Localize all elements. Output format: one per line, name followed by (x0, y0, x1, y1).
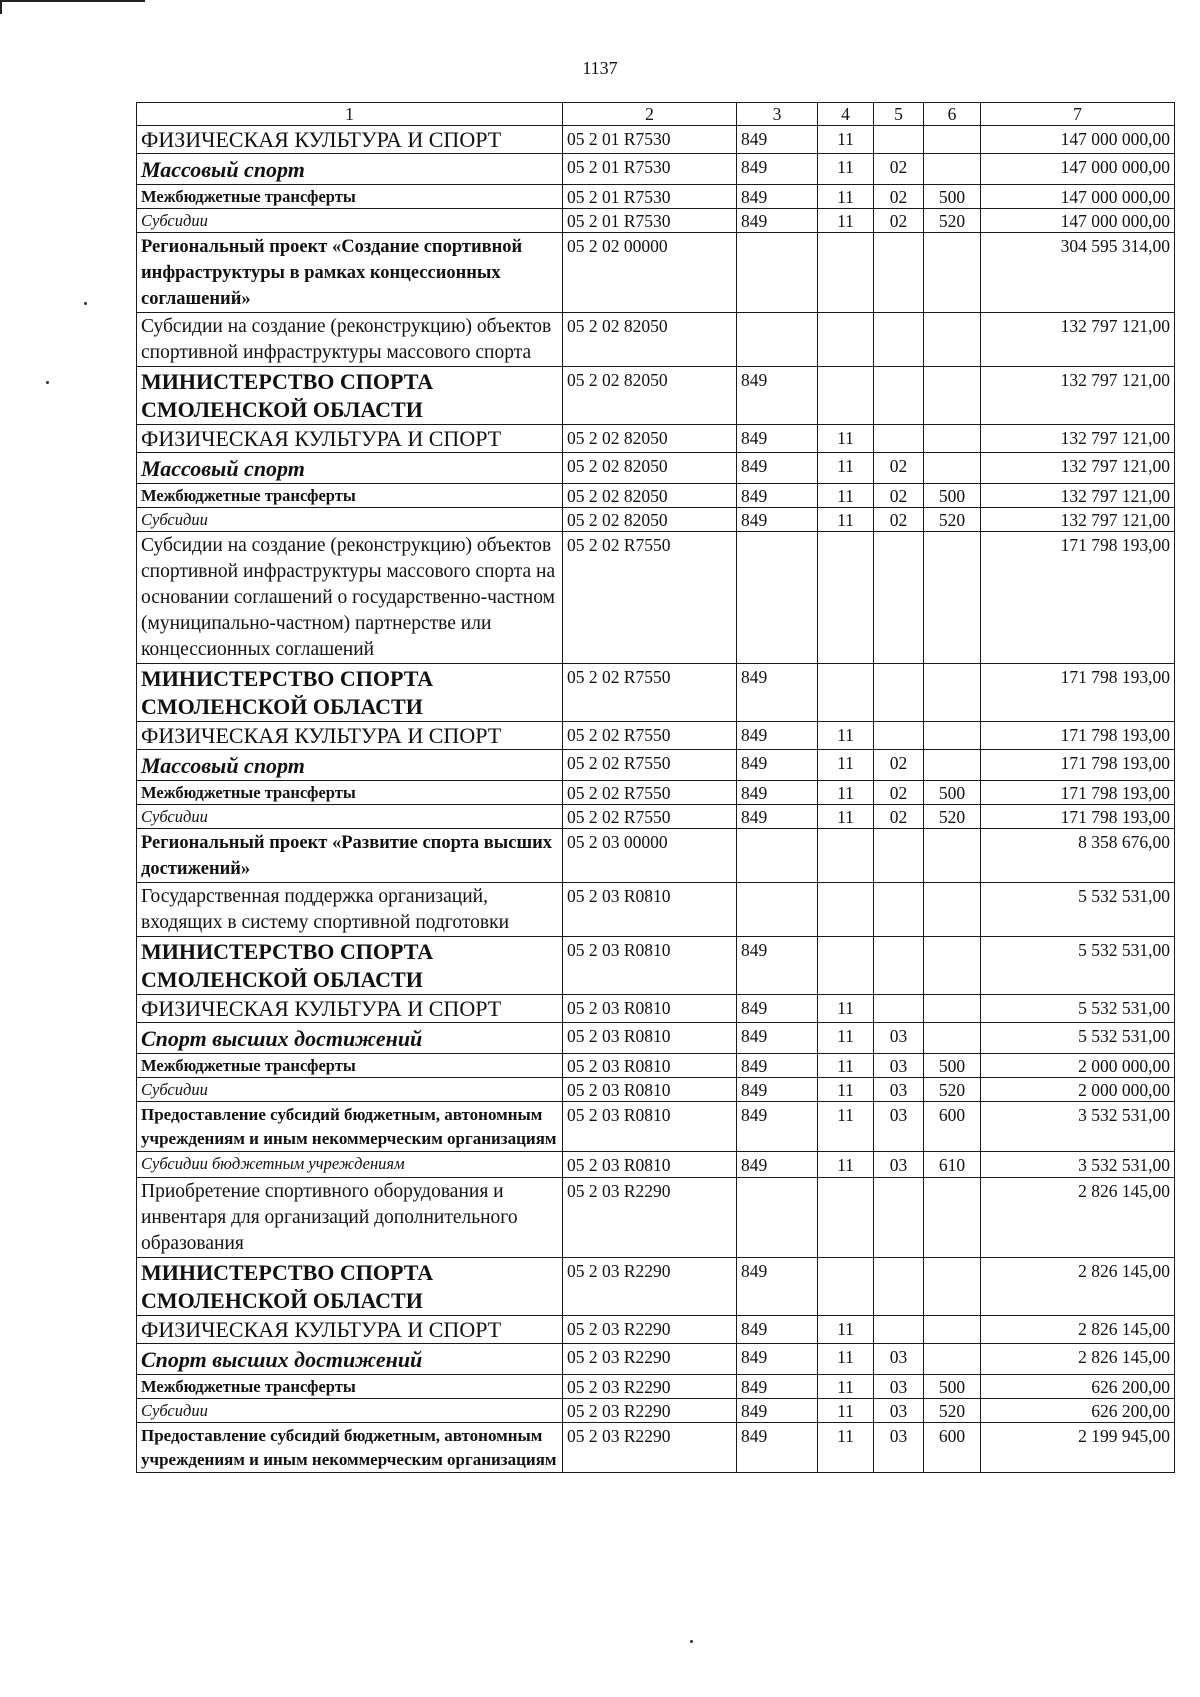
subsection-code (874, 1258, 924, 1316)
subsection-code: 02 (874, 781, 924, 805)
table-row (137, 185, 1175, 209)
expense-type-code (924, 1258, 981, 1316)
item-name: Субсидии (137, 1078, 563, 1102)
table-row (137, 425, 1175, 453)
amount: 2 199 945,00 (981, 1423, 1175, 1473)
section-code: 11 (818, 1054, 874, 1078)
administrator-code: 849 (737, 995, 818, 1023)
expense-type-code (924, 367, 981, 425)
section-code (818, 937, 874, 995)
item-name: ФИЗИЧЕСКАЯ КУЛЬТУРА И СПОРТ (137, 722, 563, 750)
item-name: Массовый спорт (137, 750, 563, 781)
subsection-code (874, 367, 924, 425)
section-code: 11 (818, 154, 874, 185)
subsection-code: 03 (874, 1344, 924, 1375)
section-code: 11 (818, 1344, 874, 1375)
subsection-code: 03 (874, 1102, 924, 1152)
section-code: 11 (818, 1102, 874, 1152)
item-name: Субсидии (137, 1399, 563, 1423)
target-article-code: 05 2 02 R7550 (563, 781, 737, 805)
target-article-code: 05 2 02 R7550 (563, 664, 737, 722)
administrator-code: 849 (737, 1258, 818, 1316)
administrator-code (737, 233, 818, 313)
section-code: 11 (818, 484, 874, 508)
expense-type-code: 600 (924, 1102, 981, 1152)
item-name: Спорт высших достижений (137, 1023, 563, 1054)
administrator-code: 849 (737, 781, 818, 805)
amount: 132 797 121,00 (981, 453, 1175, 484)
expense-type-code: 500 (924, 185, 981, 209)
scan-speck (690, 1640, 693, 1643)
target-article-code: 05 2 02 R7550 (563, 532, 737, 664)
amount: 5 532 531,00 (981, 883, 1175, 937)
expense-type-code: 520 (924, 1399, 981, 1423)
subsection-code: 03 (874, 1152, 924, 1178)
item-name: Предоставление субсидий бюджетным, автономным учреждениям и иным некоммерческим организациям (137, 1102, 563, 1152)
item-name: Массовый спорт (137, 453, 563, 484)
administrator-code: 849 (737, 1102, 818, 1152)
subsection-code: 02 (874, 508, 924, 532)
administrator-code: 849 (737, 1316, 818, 1344)
table-row (137, 1178, 1175, 1258)
amount: 5 532 531,00 (981, 1023, 1175, 1054)
amount: 147 000 000,00 (981, 154, 1175, 185)
administrator-code: 849 (737, 126, 818, 154)
administrator-code: 849 (737, 1344, 818, 1375)
subsection-code: 03 (874, 1375, 924, 1399)
column-header: 6 (924, 103, 981, 126)
section-code (818, 233, 874, 313)
subsection-code (874, 126, 924, 154)
subsection-code: 03 (874, 1399, 924, 1423)
administrator-code: 849 (737, 937, 818, 995)
column-header: 7 (981, 103, 1175, 126)
section-code: 11 (818, 995, 874, 1023)
administrator-code: 849 (737, 425, 818, 453)
subsection-code (874, 1178, 924, 1258)
table-row (137, 1054, 1175, 1078)
table-row (137, 126, 1175, 154)
section-code: 11 (818, 185, 874, 209)
item-name: Межбюджетные трансферты (137, 1375, 563, 1399)
expense-type-code (924, 1178, 981, 1258)
item-name: Спорт высших достижений (137, 1344, 563, 1375)
amount: 132 797 121,00 (981, 313, 1175, 367)
expense-type-code: 610 (924, 1152, 981, 1178)
amount: 304 595 314,00 (981, 233, 1175, 313)
section-code: 11 (818, 1023, 874, 1054)
item-name: ФИЗИЧЕСКАЯ КУЛЬТУРА И СПОРТ (137, 1316, 563, 1344)
section-code (818, 367, 874, 425)
column-header: 5 (874, 103, 924, 126)
table-row (137, 532, 1175, 664)
amount: 626 200,00 (981, 1375, 1175, 1399)
amount: 132 797 121,00 (981, 425, 1175, 453)
administrator-code (737, 1178, 818, 1258)
target-article-code: 05 2 02 82050 (563, 313, 737, 367)
section-code: 11 (818, 1375, 874, 1399)
section-code: 11 (818, 425, 874, 453)
item-name: Приобретение спортивного оборудования и инвентаря для организаций дополнительного образования (137, 1178, 563, 1258)
amount: 171 798 193,00 (981, 781, 1175, 805)
target-article-code: 05 2 03 R0810 (563, 883, 737, 937)
expense-type-code (924, 425, 981, 453)
expense-type-code (924, 154, 981, 185)
table-row (137, 829, 1175, 883)
administrator-code: 849 (737, 484, 818, 508)
administrator-code: 849 (737, 664, 818, 722)
amount: 147 000 000,00 (981, 185, 1175, 209)
item-name: Межбюджетные трансферты (137, 1054, 563, 1078)
target-article-code: 05 2 03 R2290 (563, 1375, 737, 1399)
target-article-code: 05 2 01 R7530 (563, 126, 737, 154)
amount: 2 826 145,00 (981, 1316, 1175, 1344)
target-article-code: 05 2 03 R2290 (563, 1316, 737, 1344)
target-article-code: 05 2 03 00000 (563, 829, 737, 883)
item-name: Предоставление субсидий бюджетным, автономным учреждениям и иным некоммерческим организациям (137, 1423, 563, 1473)
administrator-code: 849 (737, 154, 818, 185)
table-row (137, 233, 1175, 313)
item-name: Субсидии на создание (реконструкцию) объектов спортивной инфраструктуры массового спорта на основании соглашений о государственно-частном (муниципально-частном) партнерстве или концессионных соглашений (137, 532, 563, 664)
item-name: МИНИСТЕРСТВО СПОРТА СМОЛЕНСКОЙ ОБЛАСТИ (137, 664, 563, 722)
amount: 132 797 121,00 (981, 484, 1175, 508)
subsection-code (874, 425, 924, 453)
expense-type-code (924, 883, 981, 937)
target-article-code: 05 2 03 R2290 (563, 1399, 737, 1423)
target-article-code: 05 2 02 R7550 (563, 750, 737, 781)
table-row (137, 805, 1175, 829)
section-code (818, 1258, 874, 1316)
subsection-code: 02 (874, 484, 924, 508)
table-row (137, 1316, 1175, 1344)
expense-type-code (924, 750, 981, 781)
item-name: Межбюджетные трансферты (137, 781, 563, 805)
item-name: Государственная поддержка организаций, входящих в систему спортивной подготовки (137, 883, 563, 937)
table-row (137, 508, 1175, 532)
subsection-code (874, 937, 924, 995)
subsection-code: 02 (874, 209, 924, 233)
amount: 2 826 145,00 (981, 1178, 1175, 1258)
target-article-code: 05 2 03 R2290 (563, 1258, 737, 1316)
administrator-code: 849 (737, 1399, 818, 1423)
expense-type-code (924, 126, 981, 154)
table-row (137, 750, 1175, 781)
item-name: Субсидии на создание (реконструкцию) объектов спортивной инфраструктуры массового спорта (137, 313, 563, 367)
table-row (137, 313, 1175, 367)
item-name: Субсидии (137, 508, 563, 532)
item-name: Субсидии (137, 209, 563, 233)
administrator-code: 849 (737, 805, 818, 829)
administrator-code: 849 (737, 1054, 818, 1078)
expense-type-code (924, 453, 981, 484)
expense-type-code (924, 233, 981, 313)
target-article-code: 05 2 03 R0810 (563, 1102, 737, 1152)
subsection-code: 03 (874, 1054, 924, 1078)
amount: 2 000 000,00 (981, 1054, 1175, 1078)
section-code (818, 664, 874, 722)
section-code (818, 313, 874, 367)
table-row (137, 1258, 1175, 1316)
table-row (137, 367, 1175, 425)
expense-type-code (924, 532, 981, 664)
table-body (137, 126, 1175, 1473)
table-row (137, 1375, 1175, 1399)
subsection-code (874, 532, 924, 664)
budget-table (136, 102, 1175, 1473)
administrator-code: 849 (737, 722, 818, 750)
table-row (137, 1399, 1175, 1423)
item-name: Межбюджетные трансферты (137, 484, 563, 508)
table-row (137, 937, 1175, 995)
administrator-code (737, 313, 818, 367)
section-code: 11 (818, 1078, 874, 1102)
target-article-code: 05 2 03 R0810 (563, 1023, 737, 1054)
subsection-code: 02 (874, 750, 924, 781)
subsection-code (874, 664, 924, 722)
amount: 171 798 193,00 (981, 664, 1175, 722)
administrator-code: 849 (737, 367, 818, 425)
administrator-code: 849 (737, 453, 818, 484)
administrator-code: 849 (737, 1375, 818, 1399)
table-row (137, 1423, 1175, 1473)
item-name: МИНИСТЕРСТВО СПОРТА СМОЛЕНСКОЙ ОБЛАСТИ (137, 937, 563, 995)
item-name: Региональный проект «Развитие спорта высших достижений» (137, 829, 563, 883)
expense-type-code: 500 (924, 1375, 981, 1399)
table-row (137, 1152, 1175, 1178)
target-article-code: 05 2 03 R2290 (563, 1178, 737, 1258)
amount: 2 000 000,00 (981, 1078, 1175, 1102)
amount: 132 797 121,00 (981, 508, 1175, 532)
target-article-code: 05 2 01 R7530 (563, 185, 737, 209)
expense-type-code (924, 722, 981, 750)
subsection-code (874, 995, 924, 1023)
section-code (818, 532, 874, 664)
column-header: 4 (818, 103, 874, 126)
target-article-code: 05 2 03 R2290 (563, 1344, 737, 1375)
subsection-code: 03 (874, 1078, 924, 1102)
subsection-code: 03 (874, 1023, 924, 1054)
target-article-code: 05 2 03 R0810 (563, 995, 737, 1023)
item-name: Массовый спорт (137, 154, 563, 185)
subsection-code (874, 233, 924, 313)
section-code (818, 829, 874, 883)
expense-type-code: 520 (924, 1078, 981, 1102)
table-row (137, 154, 1175, 185)
expense-type-code: 500 (924, 1054, 981, 1078)
section-code: 11 (818, 781, 874, 805)
target-article-code: 05 2 02 82050 (563, 508, 737, 532)
amount: 626 200,00 (981, 1399, 1175, 1423)
item-name: МИНИСТЕРСТВО СПОРТА СМОЛЕНСКОЙ ОБЛАСТИ (137, 367, 563, 425)
expense-type-code: 520 (924, 209, 981, 233)
expense-type-code (924, 937, 981, 995)
subsection-code (874, 829, 924, 883)
target-article-code: 05 2 03 R0810 (563, 1054, 737, 1078)
amount: 2 826 145,00 (981, 1258, 1175, 1316)
expense-type-code: 500 (924, 484, 981, 508)
subsection-code (874, 313, 924, 367)
item-name: ФИЗИЧЕСКАЯ КУЛЬТУРА И СПОРТ (137, 995, 563, 1023)
subsection-code: 02 (874, 805, 924, 829)
target-article-code: 05 2 03 R0810 (563, 937, 737, 995)
administrator-code: 849 (737, 508, 818, 532)
amount: 5 532 531,00 (981, 995, 1175, 1023)
page-number: 1137 (582, 58, 618, 78)
expense-type-code: 520 (924, 805, 981, 829)
target-article-code: 05 2 02 82050 (563, 453, 737, 484)
section-code (818, 1178, 874, 1258)
amount: 171 798 193,00 (981, 750, 1175, 781)
subsection-code (874, 1316, 924, 1344)
section-code: 11 (818, 453, 874, 484)
amount: 2 826 145,00 (981, 1344, 1175, 1375)
expense-type-code (924, 1344, 981, 1375)
section-code (818, 883, 874, 937)
expense-type-code (924, 995, 981, 1023)
amount: 8 358 676,00 (981, 829, 1175, 883)
scan-border-line (0, 0, 145, 2)
target-article-code: 05 2 02 00000 (563, 233, 737, 313)
table-row (137, 1023, 1175, 1054)
section-code: 11 (818, 722, 874, 750)
table-row (137, 484, 1175, 508)
subsection-code: 02 (874, 185, 924, 209)
subsection-code: 02 (874, 154, 924, 185)
header-row (137, 103, 1175, 126)
amount: 3 532 531,00 (981, 1102, 1175, 1152)
table-row (137, 1102, 1175, 1152)
amount: 3 532 531,00 (981, 1152, 1175, 1178)
item-name: МИНИСТЕРСТВО СПОРТА СМОЛЕНСКОЙ ОБЛАСТИ (137, 1258, 563, 1316)
item-name: Межбюджетные трансферты (137, 185, 563, 209)
section-code: 11 (818, 126, 874, 154)
item-name: Субсидии (137, 805, 563, 829)
section-code: 11 (818, 1423, 874, 1473)
administrator-code (737, 829, 818, 883)
administrator-code: 849 (737, 1152, 818, 1178)
expense-type-code (924, 829, 981, 883)
subsection-code (874, 883, 924, 937)
expense-type-code (924, 313, 981, 367)
column-header: 1 (137, 103, 563, 126)
item-name: Региональный проект «Создание спортивной инфраструктуры в рамках концессионных соглашений» (137, 233, 563, 313)
table-row (137, 722, 1175, 750)
item-name: ФИЗИЧЕСКАЯ КУЛЬТУРА И СПОРТ (137, 425, 563, 453)
amount: 147 000 000,00 (981, 209, 1175, 233)
item-name: Субсидии бюджетным учреждениям (137, 1152, 563, 1178)
amount: 5 532 531,00 (981, 937, 1175, 995)
target-article-code: 05 2 02 R7550 (563, 722, 737, 750)
administrator-code: 849 (737, 185, 818, 209)
expense-type-code: 600 (924, 1423, 981, 1473)
administrator-code: 849 (737, 750, 818, 781)
subsection-code: 03 (874, 1423, 924, 1473)
section-code: 11 (818, 750, 874, 781)
target-article-code: 05 2 02 82050 (563, 484, 737, 508)
amount: 171 798 193,00 (981, 532, 1175, 664)
column-header: 3 (737, 103, 818, 126)
administrator-code: 849 (737, 1423, 818, 1473)
expense-type-code (924, 1316, 981, 1344)
subsection-code (874, 722, 924, 750)
target-article-code: 05 2 02 82050 (563, 367, 737, 425)
amount: 171 798 193,00 (981, 805, 1175, 829)
scan-speck (46, 381, 49, 384)
subsection-code: 02 (874, 453, 924, 484)
table-row (137, 453, 1175, 484)
administrator-code (737, 532, 818, 664)
amount: 147 000 000,00 (981, 126, 1175, 154)
target-article-code: 05 2 01 R7530 (563, 154, 737, 185)
section-code: 11 (818, 1399, 874, 1423)
target-article-code: 05 2 03 R0810 (563, 1078, 737, 1102)
column-header: 2 (563, 103, 737, 126)
target-article-code: 05 2 01 R7530 (563, 209, 737, 233)
table-row (137, 781, 1175, 805)
section-code: 11 (818, 508, 874, 532)
target-article-code: 05 2 03 R0810 (563, 1152, 737, 1178)
amount: 132 797 121,00 (981, 367, 1175, 425)
expense-type-code: 520 (924, 508, 981, 532)
table-row (137, 995, 1175, 1023)
table-row (137, 1078, 1175, 1102)
table-row (137, 664, 1175, 722)
section-code: 11 (818, 1152, 874, 1178)
scan-speck (84, 302, 87, 305)
target-article-code: 05 2 02 82050 (563, 425, 737, 453)
expense-type-code: 500 (924, 781, 981, 805)
section-code: 11 (818, 805, 874, 829)
table-row (137, 209, 1175, 233)
table-row (137, 1344, 1175, 1375)
expense-type-code (924, 664, 981, 722)
section-code: 11 (818, 209, 874, 233)
item-name: ФИЗИЧЕСКАЯ КУЛЬТУРА И СПОРТ (137, 126, 563, 154)
administrator-code: 849 (737, 209, 818, 233)
expense-type-code (924, 1023, 981, 1054)
administrator-code (737, 883, 818, 937)
section-code: 11 (818, 1316, 874, 1344)
administrator-code: 849 (737, 1078, 818, 1102)
target-article-code: 05 2 02 R7550 (563, 805, 737, 829)
target-article-code: 05 2 03 R2290 (563, 1423, 737, 1473)
administrator-code: 849 (737, 1023, 818, 1054)
amount: 171 798 193,00 (981, 722, 1175, 750)
scan-border-tick (0, 0, 2, 14)
table-row (137, 883, 1175, 937)
